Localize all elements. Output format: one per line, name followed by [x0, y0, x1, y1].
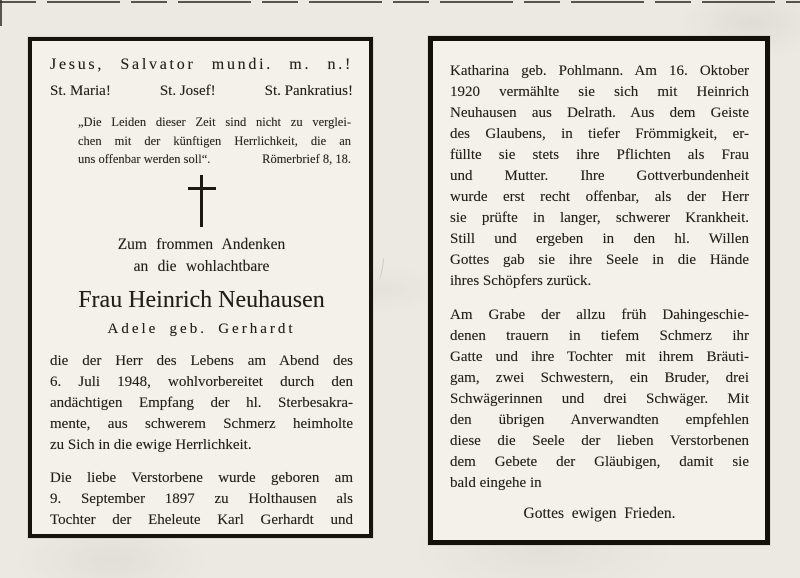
scan-edge-artifact-left — [0, 0, 2, 26]
text-line: Am Grabe der allzu früh Dahingeschie- — [450, 307, 749, 323]
left-paragraph-1 — [50, 351, 353, 456]
maiden-name: Adele geb. Gerhardt — [107, 320, 296, 337]
text-line: 1920 vermählte sie sich mit Heinrich — [450, 84, 749, 100]
text-line: Katharina geb. Pohlmann. Am 16. Oktober — [450, 63, 749, 79]
text-line: Die liebe Verstorbene wurde geboren am — [50, 469, 353, 486]
invocation-line: Jesus, Salvator mundi. m. n.! — [50, 56, 353, 73]
text-line: sie prüfte in langer, schwerer Krankheit. — [450, 210, 749, 226]
text-line: füllte sie stets ihre Pflichten als Frau — [450, 147, 749, 163]
text-line: Still und ergeben in den hl. Willen — [450, 231, 749, 247]
cross-horizontal-bar — [188, 187, 216, 190]
text-line: denen trauern in tiefem Schmerz ihr — [450, 328, 749, 344]
text-line: 6. Juli 1948, wohlvorbereitet durch den — [50, 373, 353, 390]
saint-maria: St. Maria! — [50, 83, 111, 99]
text-line: die der Herr des Lebens am Abend des — [50, 352, 353, 369]
quote-end: uns offenbar werden soll“. — [78, 152, 211, 166]
text-line: und Mutter. Ihre Gottverbundenheit — [450, 168, 749, 184]
text-line: wurde erst recht offenbar, als der Herr — [450, 189, 749, 205]
text-line — [78, 150, 351, 169]
left-paragraph-2 — [50, 468, 353, 531]
saints-line — [50, 81, 353, 101]
text-line: Gottes gab sie ihre Seele in die Hände — [450, 252, 749, 268]
quote-reference: Römerbrief 8, 18. — [262, 152, 351, 166]
text-line: den übrigen Anverwandten empfehlen — [450, 412, 749, 428]
deceased-name: Frau Heinrich Neuhausen — [78, 286, 325, 313]
right-paragraph-1 — [450, 61, 749, 292]
text-line: Tochter der Eheleute Karl Gerhardt und — [50, 511, 353, 528]
card-right-page — [428, 36, 770, 545]
text-line: andächtigen Empfang der hl. Sterbesakra- — [50, 394, 353, 411]
cross-icon — [187, 175, 217, 227]
text-line: Gatte und ihre Tochter mit ihrem Bräuti- — [450, 349, 749, 365]
closing-line: Gottes ewigen Frieden. — [523, 505, 676, 522]
text-line: mente, aus schwerem Schmerz heimholte — [50, 415, 353, 432]
text-line: dem Gebete der Gläubigen, damit sie — [450, 454, 749, 470]
text-line: 9. September 1897 zu Holthausen als — [50, 490, 353, 507]
text-line: chen mit der künftigen Herrlichkeit, die an — [78, 133, 351, 148]
scan-edge-artifact — [0, 1, 800, 3]
text-line: ihres Schöpfers zurück. — [450, 273, 592, 289]
text-line: gam, zwei Schwestern, ein Bruder, drei — [450, 370, 749, 386]
dedication-line-2: an die wohlachtbare — [133, 257, 270, 275]
dedication-line-1: Zum frommen Andenken — [117, 235, 286, 253]
card-left-page — [28, 37, 373, 538]
right-paragraph-2 — [450, 305, 749, 494]
text-line: Schwägerinnen und drei Schwäger. Mit — [450, 391, 749, 407]
saint-pankratius: St. Pankratius! — [264, 83, 353, 99]
text-line: zu Sich in die ewige Herrlichkeit. — [50, 436, 252, 453]
saint-josef: St. Josef! — [159, 83, 216, 99]
text-line: bald eingehe in — [450, 475, 542, 491]
scripture-quote — [78, 113, 351, 169]
text-line: des Glaubens, in tiefer Frömmigkeit, er- — [450, 126, 749, 142]
text-line: Neuhausen aus Delrath. Aus dem Geiste — [450, 105, 749, 121]
text-line: „Die Leiden dieser Zeit sind nicht zu verglei- — [78, 115, 351, 129]
cross-vertical-bar — [200, 175, 203, 227]
text-line: diese die Seele der lieben Verstorbenen — [450, 433, 749, 449]
scan-smudge-artifact — [375, 258, 384, 281]
